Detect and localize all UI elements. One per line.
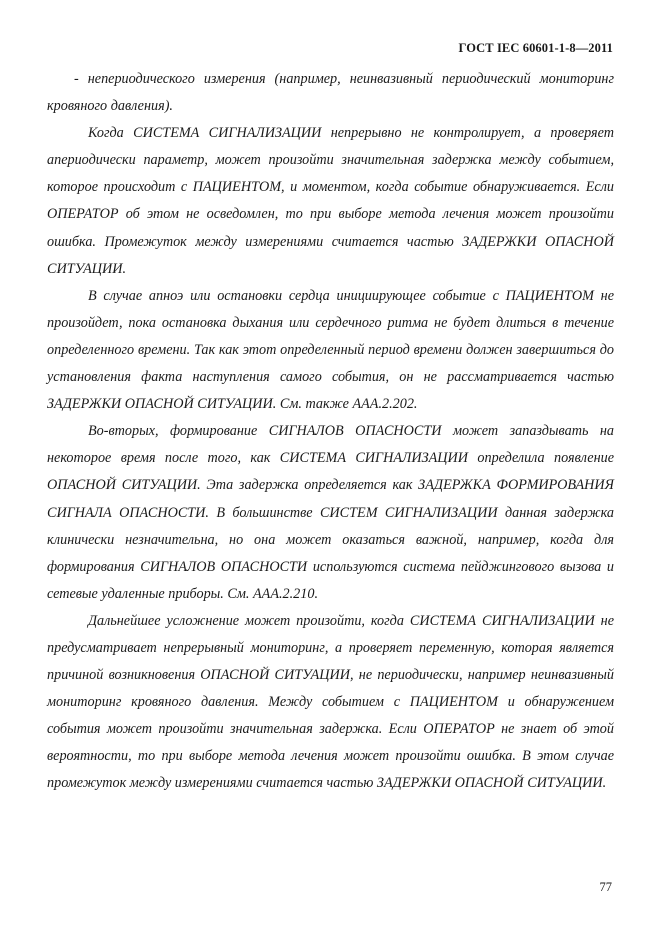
document-header: ГОСТ IEC 60601-1-8—2011	[458, 41, 613, 55]
paragraph-apnea-cardiac-arrest: В случае апноэ или остановки сердца инициирующее событие с ПАЦИЕНТОМ не произойдет, пока остановка дыхания или сердечного ритма не будет длиться в течение определенного времени. Так как этот определенный период времени должен завершиться до установления факта наступления самого события, он не рассматривается частью ЗАДЕРЖКИ ОПАСНОЙ СИТУАЦИИ. См. также ААА.2.202.	[47, 287, 614, 413]
document-body	[47, 66, 614, 798]
paragraph-alarm-signal-delay: Во-вторых, формирование СИГНАЛОВ ОПАСНОСТИ может запаздывать на некоторое время после того, как СИСТЕМА СИГНАЛИЗАЦИИ определила появление ОПАСНОЙ СИТУАЦИИ. Эта задержка определяется как ЗАДЕРЖКА ФОРМИРОВАНИЯ СИГНАЛА ОПАСНОСТИ. В большинстве СИСТЕМ СИГНАЛИЗАЦИИ данная задержка клинически незначительна, но она может оказаться важной, например, когда для формирования СИГНАЛОВ ОПАСНОСТИ используются система пейджингового вызова и сетевые удаленные приборы. См. ААА.2.210.	[47, 423, 614, 602]
page-number: 77	[599, 880, 612, 894]
paragraph-alarm-system-aperiodic: Когда СИСТЕМА СИГНАЛИЗАЦИИ непрерывно не контролирует, а проверяет апериодически параметр, может произойти значительная задержка между событием, которое происходит с ПАЦИЕНТОМ, и моментом, когда событие обнаруживается. Если ОПЕРАТОР об этом не осведомлен, то при выборе метода лечения может произойти ошибка. Промежуток между измерениями считается частью ЗАДЕРЖКИ ОПАСНОЙ СИТУАЦИИ.	[47, 125, 614, 277]
paragraph-further-complication: Дальнейшее усложнение может произойти, когда СИСТЕМА СИГНАЛИЗАЦИИ не предусматривает непрерывный мониторинг, а проверяет переменную, которая является причиной возникновения ОПАСНОЙ СИТУАЦИИ, не периодически, например неинвазивный мониторинг кровяного давления. Между событием с ПАЦИЕНТОМ и обнаружением события может произойти значительная задержка. Если ОПЕРАТОР не знает об этой вероятности, то при выборе метода лечения может произойти ошибка. В этом случае промежуток между измерениями считается частью ЗАДЕРЖКИ ОПАСНОЙ СИТУАЦИИ.	[47, 612, 614, 792]
paragraph-list-continuation: - непериодического измерения (например, неинвазивный периодический мониторинг кровяного давления).	[47, 71, 614, 115]
